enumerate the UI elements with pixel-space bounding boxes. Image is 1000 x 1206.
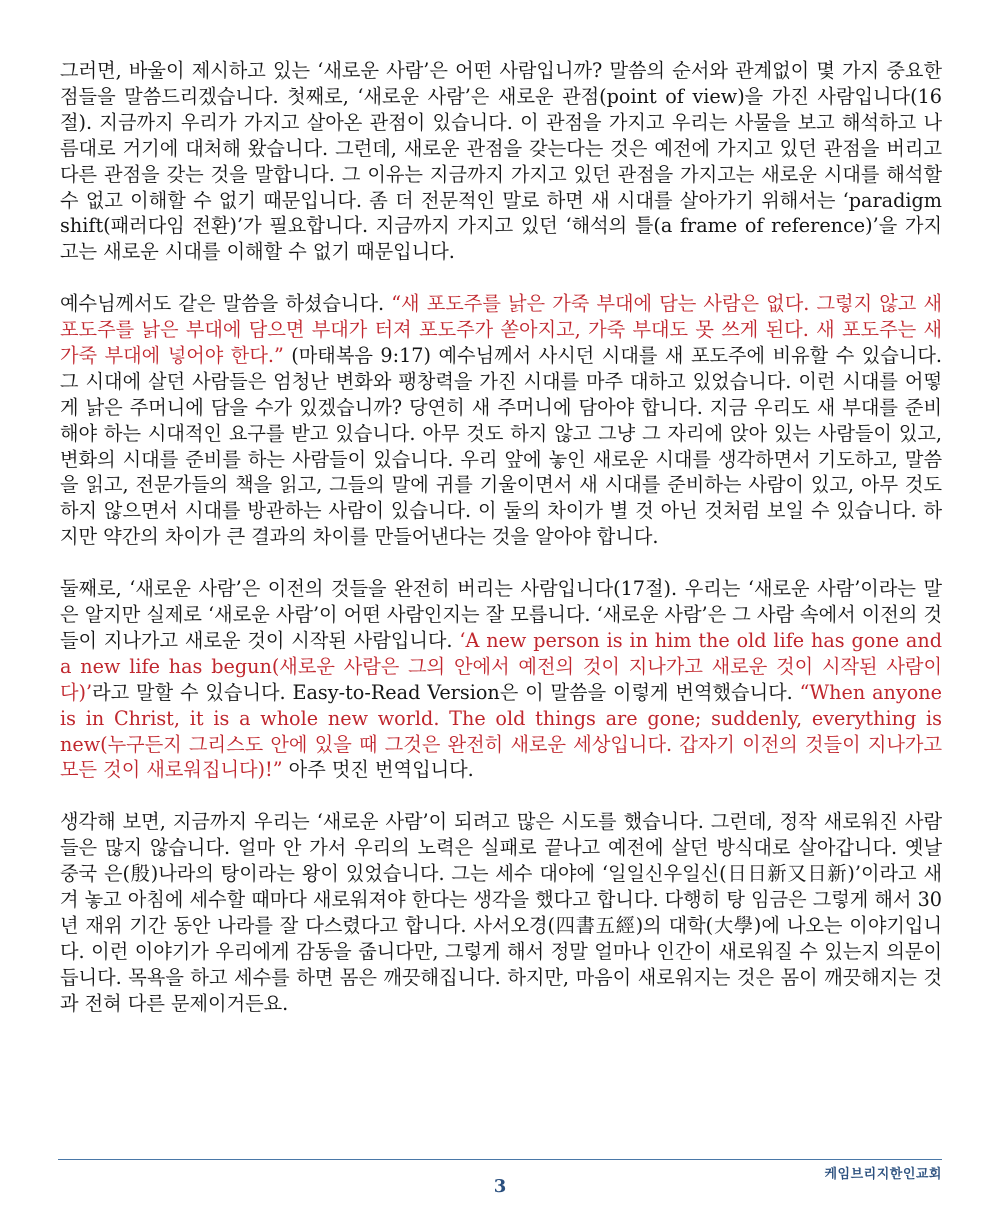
- paragraph-text: 둘째로, ‘새로운 사람’은 이전의 것들을 완전히 버리는 사람입니다(17절). 우리는 ‘새로운 사람’이라는 말은 알지만 실제로 ‘새로운 사람’이 어떤 사람인지는 잘 모릅니다. ‘새로운 사람’은 그 사람 속에서 이전의 것들이 지나가고 새로운 것이 시작된 사람입니다.: [60, 577, 942, 652]
- paragraph-text: 예수님께서도 같은 말씀을 하셨습니다.: [60, 292, 392, 316]
- paragraph-text: 생각해 보면, 지금까지 우리는 ‘새로운 사람’이 되려고 많은 시도를 했습니다. 그런데, 정작 새로워진 사람들은 많지 않습니다. 얼마 안 가서 우리의 노력은 실패로 끝나고 예전에 살던 방식대로 살아갑니다. 옛날 중국 은(殷)나라의 탕이라는 왕이 있었습니다. 그는 세수 대야에 ‘일일신우일신(日日新又日新)’이라고 새겨 놓고 아침에 세수할 때마다 새로워져야 한다는 생각을 했다고 합니다. 다행히 탕 임금은 그렇게 해서 30년 재위 기간 동안 나라를 잘 다스렸다고 합니다. 사서오경(四書五經)의 대학(大學)에 나오는 이야기입니다. 이런 이야기가 우리에게 감동을 줍니다만, 그렇게 해서 정말 얼마나 인간이 새로워질 수 있는지 의문이 듭니다. 목욕을 하고 세수를 하면 몸은 깨끗해집니다. 하지만, 마음이 새로워지는 것은 몸이 깨끗해지는 것과 전혀 다른 문제이거든요.: [60, 810, 942, 1015]
- church-name: 케임브리지한인교회: [824, 1167, 942, 1182]
- paragraph-text: 라고 말할 수 있습니다. Easy-to-Read Version은 이 말씀을 이렇게 번역했습니다.: [92, 680, 800, 704]
- footer-divider: [58, 1159, 942, 1160]
- paragraph-4: [60, 809, 942, 1016]
- paragraph-3: [60, 576, 942, 783]
- scripture-quote: ‘A new person is in him the old life has gone and a new life has begun(새로운 사람은 그의 안에서 예전의 것이 지나가고 새로운 것이 시작된 사람이다)’: [60, 628, 942, 704]
- paragraph-text: (마태복음 9:17) 예수님께서 사시던 시대를 새 포도주에 비유할 수 있습니다. 그 시대에 살던 사람들은 엄청난 변화와 팽창력을 가진 시대를 마주 대하고 있었습니다. 이런 시대를 어떻게 낡은 주머니에 담을 수가 있겠습니까? 당연히 새 주머니에 담아야 합니다. 지금 우리도 새 부대를 준비해야 하는 시대적인 요구를 받고 있습니다. 아무 것도 하지 않고 그냥 그 자리에 앉아 있는 사람들이 있고, 변화의 시대를 준비를 하는 사람들이 있습니다. 우리 앞에 놓인 새로운 시대를 생각하면서 기도하고, 말씀을 읽고, 전문가들의 책을 읽고, 그들의 말에 귀를 기울이면서 새 시대를 준비하는 사람이 있고, 아무 것도 하지 않으면서 시대를 방관하는 사람이 있습니다. 이 둘의 차이가 별 것 아닌 것처럼 보일 수 있습니다. 하지만 약간의 차이가 큰 결과의 차이를 만들어낸다는 것을 알아야 합니다.: [60, 343, 942, 549]
- paragraph-text: 아주 멋진 번역입니다.: [282, 758, 474, 782]
- paragraph-2: [60, 291, 942, 550]
- document-body: [60, 58, 942, 1042]
- paragraph-text: 그러면, 바울이 제시하고 있는 ‘새로운 사람’은 어떤 사람입니까? 말씀의 순서와 관계없이 몇 가지 중요한 점들을 말씀드리겠습니다. 첫째로, ‘새로운 사람’은 새로운 관점(point of view)을 가진 사람입니다(16절). 지금까지 우리가 가지고 살아온 관점이 있습니다. 이 관점을 가지고 우리는 사물을 보고 해석하고 나름대로 거기에 대처해 왔습니다. 그런데, 새로운 관점을 갖는다는 것은 예전에 가지고 있던 관점을 버리고 다른 관점을 갖는 것을 말합니다. 그 이유는 지금까지 가지고 있던 관점을 가지고는 새로운 시대를 해석할 수 없고 이해할 수 없기 때문입니다. 좀 더 전문적인 말로 하면 새 시대를 살아가기 위해서는 ‘paradigm shift(패러다임 전환)’가 필요합니다. 지금까지 가지고 있던 ‘해석의 틀(a frame of reference)’을 가지고는 새로운 시대를 이해할 수 없기 때문입니다.: [60, 59, 942, 264]
- paragraph-1: [60, 58, 942, 265]
- page-number: 3: [493, 1176, 507, 1197]
- scripture-quote: “When anyone is in Christ, it is a whole new world. The old things are gone; suddenly, everything is new(누구든지 그리스도 안에 있을 때 그것은 완전히 새로운 세상입니다. 갑자기 이전의 것들이 지나가고 모든 것이 새로워집니다)!”: [60, 680, 942, 782]
- scripture-quote: “새 포도주를 낡은 가죽 부대에 담는 사람은 없다. 그렇지 않고 새 포도주를 낡은 부대에 담으면 부대가 터져 포도주가 쏟아지고, 가죽 부대도 못 쓰게 된다. 새 포도주는 새 가죽 부대에 넣어야 한다.”: [60, 292, 942, 367]
